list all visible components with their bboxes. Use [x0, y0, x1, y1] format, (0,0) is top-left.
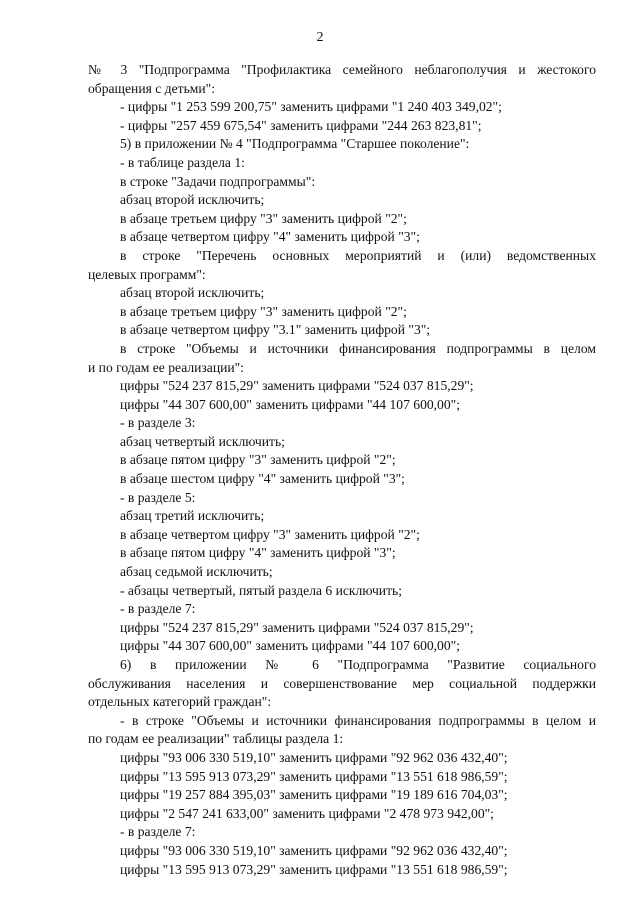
text-line: цифры "93 006 330 519,10" заменить цифрами "92 962 036 432,40";: [120, 749, 508, 765]
text-line: абзац четвертый исключить;: [120, 433, 285, 449]
text-line: в строке "Задачи подпрограммы":: [120, 173, 316, 189]
text-line: обслуживания населения и совершенствование мер социальной поддержки: [88, 675, 596, 691]
text-line: - цифры "1 253 599 200,75" заменить цифрами "1 240 403 349,02";: [120, 99, 502, 115]
text-line: - в разделе 7:: [120, 601, 196, 617]
text-line: в строке "Перечень основных мероприятий и (или) ведомственных: [120, 247, 596, 263]
text-line: цифры "524 237 815,29" заменить цифрами "524 037 815,29";: [120, 619, 474, 635]
text-line: цифры "19 257 884 395,03" заменить цифрами "19 189 616 704,03";: [120, 787, 508, 803]
text-line: - в разделе 7:: [120, 824, 196, 840]
text-line: в абзаце четвертом цифру "3" заменить цифрой "2";: [120, 526, 420, 542]
text-line: - абзацы четвертый, пятый раздела 6 исключить;: [120, 582, 402, 598]
text-line: в абзаце четвертом цифру "4" заменить цифрой "3";: [120, 229, 420, 245]
page-number: 2: [316, 30, 324, 45]
text-line: и по годам ее реализации":: [88, 359, 244, 375]
text-line: - в строке "Объемы и источники финансирования подпрограммы в целом и: [120, 712, 596, 728]
text-line: отдельных категорий граждан":: [88, 694, 272, 710]
text-line: в абзаце пятом цифру "3" заменить цифрой "2";: [120, 452, 396, 468]
text-line: - в таблице раздела 1:: [120, 154, 245, 170]
text-line: по годам ее реализации" таблицы раздела 1:: [88, 731, 344, 747]
text-line: в абзаце четвертом цифру "3.1" заменить цифрой "3";: [120, 322, 431, 338]
text-line: цифры "13 595 913 073,29" заменить цифрами "13 551 618 986,59";: [120, 861, 508, 877]
text-line: 6) в приложении № 6 "Подпрограмма "Развитие социального: [120, 657, 596, 672]
text-line: 5) в приложении № 4 "Подпрограмма "Старшее поколение":: [120, 136, 470, 152]
text-line: цифры "44 307 600,00" заменить цифрами "44 107 600,00";: [120, 638, 460, 654]
text-line: в строке "Объемы и источники финансирования подпрограммы в целом: [120, 340, 596, 356]
text-line: цифры "13 595 913 073,29" заменить цифрами "13 551 618 986,59";: [120, 768, 508, 784]
text-line: целевых программ":: [88, 266, 206, 282]
text-line: цифры "524 237 815,29" заменить цифрами "524 037 815,29";: [120, 378, 474, 394]
text-line: абзац третий исключить;: [120, 508, 265, 524]
text-line: цифры "44 307 600,00" заменить цифрами "44 107 600,00";: [120, 396, 460, 412]
text-line: абзац второй исключить;: [120, 192, 265, 208]
text-line: в абзаце третьем цифру "3" заменить цифрой "2";: [120, 303, 407, 319]
text-line: - в разделе 5:: [120, 489, 196, 505]
text-line: абзац второй исключить;: [120, 285, 265, 301]
text-line: в абзаце третьем цифру "3" заменить цифрой "2";: [120, 210, 407, 226]
text-line: - в разделе 3:: [120, 415, 196, 431]
document-body: [88, 61, 596, 879]
text-line: цифры "2 547 241 633,00" заменить цифрами "2 478 973 942,00";: [120, 805, 494, 821]
text-line: - цифры "257 459 675,54" заменить цифрами "244 263 823,81";: [120, 117, 482, 133]
text-line: в абзаце шестом цифру "4" заменить цифрой "3";: [120, 471, 405, 487]
text-line: № 3 "Подпрограмма "Профилактика семейного неблагополучия и жестокого: [88, 62, 596, 77]
text-line: обращения с детьми":: [88, 80, 215, 96]
text-line: абзац седьмой исключить;: [120, 564, 273, 580]
text-line: цифры "93 006 330 519,10" заменить цифрами "92 962 036 432,40";: [120, 842, 508, 858]
text-line: в абзаце пятом цифру "4" заменить цифрой "3";: [120, 545, 396, 561]
